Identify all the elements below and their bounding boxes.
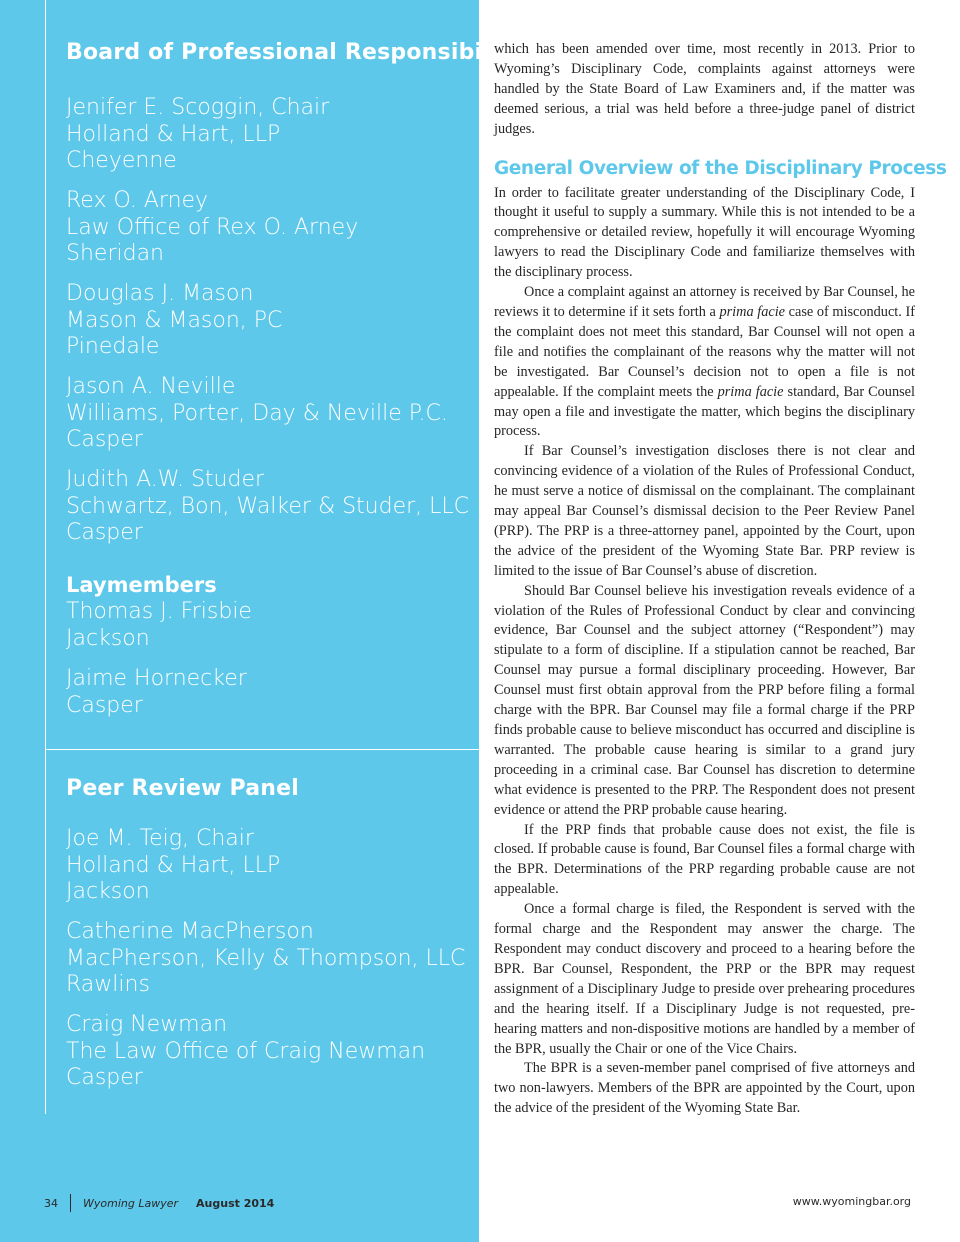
prp-member <box>66 826 280 906</box>
member-name: Thomas J. Frisbie <box>66 599 252 624</box>
text-run: standard, Bar Counsel may open a file and investigate the matter, which begins the disciplinary process. <box>494 383 915 440</box>
member-firm: MacPherson, Kelly & Thompson, LLC <box>66 945 466 971</box>
member-firm: Williams, Porter, Day & Neville P.C. <box>66 400 448 426</box>
bpr-member <box>66 95 329 175</box>
article-paragraph: The BPR is a seven-member panel comprised of five attorneys and two non-lawyers. Members of the BPR are appointed by the Court, upon the advice of the president of the Wyoming State Bar. <box>494 1060 915 1117</box>
article-paragraph: Should Bar Counsel believe his investigation reveals evidence of a violation of the Rules of Professional Conduct by clear and convincing evidence, Bar Counsel and the subject attorney (“Respondent”) may stipulate to a form of discipline. If a stipulation cannot be reached, Bar Counsel may pursue a formal disciplinary proceeding. However, Bar Counsel must first obtain approval from the PRP before filing a formal charge with the BPR. Bar Counsel may file a formal charge if the PRP finds probable cause to believe misconduct has occurred and discipline is warranted. The probable cause hearing is similar to a grand jury proceeding in a criminal case. Bar Counsel has discretion to determine what evidence is presented to the PRP. The Respondent does not present evidence or attend the PRP probable cause hearing. <box>494 582 915 818</box>
member-name: Jenifer E. Scoggin, Chair <box>66 95 330 120</box>
member-firm: Mason & Mason, PC <box>66 307 283 333</box>
article-paragraph <box>494 283 915 442</box>
sidebar-rule-vertical-bottom <box>45 750 46 1114</box>
website-url: www.wyomingbar.org <box>792 1195 911 1208</box>
text-run: Once a complaint against an attorney is received by Bar Counsel, he reviews it to determine if it sets forth a <box>494 284 915 320</box>
bpr-member <box>66 281 282 361</box>
italic-term: prima facie <box>719 303 786 320</box>
article-column <box>494 40 947 1119</box>
member-firm: Holland & Hart, LLP <box>66 121 281 147</box>
text-run: case of misconduct. If the complaint does not meet this standard, Bar Counsel will not open a file and notifies the complainant of the reasons why the matter will not be investigated. Bar Counsel’s decision not to open a file is not appealable. If the complaint meets the <box>494 303 915 400</box>
member-firm: The Law Office of Craig Newman <box>66 1038 426 1064</box>
member-city: Jackson <box>66 879 150 904</box>
member-name: Craig Newman <box>66 1012 228 1037</box>
prp-member <box>66 919 465 999</box>
footer-divider <box>70 1194 71 1212</box>
italic-term: prima facie <box>717 383 784 400</box>
bpr-member <box>66 188 358 268</box>
member-name: Rex O. Arney <box>66 188 209 213</box>
sidebar-rule-vertical-top <box>45 0 46 750</box>
magazine-name: Wyoming Lawyer <box>83 1196 179 1210</box>
section-heading: General Overview of the Disciplinary Process <box>494 157 947 179</box>
member-city: Cheyenne <box>66 148 177 173</box>
member-name: Joe M. Teig, Chair <box>66 826 254 851</box>
article-paragraph: If Bar Counsel’s investigation discloses there is not clear and convincing evidence of a violation of the Rules of Professional Conduct, he must serve a notice of dismissal on the complainant. The complainant may appeal Bar Counsel’s dismissal decision to the Peer Review Panel (PRP). The PRP is a three-attorney panel, appointed by the Court, upon the advice of the president of the Wyoming State Bar. PRP review is limited to the issue of Bar Counsel’s abuse of discretion. <box>494 443 915 579</box>
member-city: Rawlins <box>66 972 150 997</box>
issue-date: August 2014 <box>196 1196 275 1210</box>
bpr-member <box>66 467 469 547</box>
bpr-title: Board of Professional Responsibility <box>66 40 524 65</box>
laymember <box>66 599 252 652</box>
article-paragraph: If the PRP finds that probable cause does not exist, the file is closed. If probable cause is found, Bar Counsel files a formal charge with the BPR. Determinations of the PRP regarding probable cause are not appealable. <box>494 821 915 898</box>
member-name: Douglas J. Mason <box>66 281 254 306</box>
prp-member <box>66 1012 425 1092</box>
member-name: Jason A. Neville <box>66 374 236 399</box>
article-paragraph: In order to facilitate greater understanding of the Disciplinary Code, I thought it useful to supply a summary. While this is not intended to be a comprehensive or detailed review, hopefully it will encourage Wyoming lawyers to read the Disciplinary Code and familiarize themselves with the disciplinary process. <box>494 184 915 281</box>
member-firm: Schwartz, Bon, Walker & Studer, LLC <box>66 493 470 519</box>
footer-left <box>44 1194 274 1212</box>
member-city: Jackson <box>66 625 150 651</box>
member-name: Jaime Hornecker <box>66 666 247 691</box>
member-city: Casper <box>66 427 143 452</box>
member-name: Catherine MacPherson <box>66 919 314 944</box>
member-firm: Law Office of Rex O. Arney <box>66 214 359 240</box>
member-city: Sheridan <box>66 241 164 266</box>
laymember <box>66 666 247 719</box>
page-number: 34 <box>44 1196 58 1210</box>
article-paragraph: Once a formal charge is filed, the Respondent is served with the formal charge and the Respondent may answer the charge. The Respondent may conduct discovery and proceed to a hearing before the BPR. Bar Counsel, Respondent, the PRP or the BPR may request assignment of a Disciplinary Judge to preside over prehearing procedures and the hearing itself. If a Disciplinary Judge is not requested, pre-hearing matters and non-dispositive motions are handled by a member of the BPR, usually the Chair or one of the Vice Chairs. <box>494 901 915 1057</box>
bpr-member <box>66 374 448 454</box>
laymembers-title: Laymembers <box>66 573 217 597</box>
member-city: Casper <box>66 1065 143 1090</box>
sidebar-rule-horizontal <box>45 749 479 750</box>
member-name: Judith A.W. Studer <box>66 467 265 492</box>
member-city: Pinedale <box>66 334 160 359</box>
member-firm: Holland & Hart, LLP <box>66 852 281 878</box>
member-city: Casper <box>66 692 143 718</box>
article-paragraph: which has been amended over time, most recently in 2013. Prior to Wyoming’s Disciplinary Code, complaints against attorneys were handled by the State Board of Law Examiners and, if the matter was deemed serious, a trial was held before a three-judge panel of district judges. <box>494 41 915 137</box>
member-city: Casper <box>66 520 143 545</box>
prp-title: Peer Review Panel <box>66 776 300 801</box>
